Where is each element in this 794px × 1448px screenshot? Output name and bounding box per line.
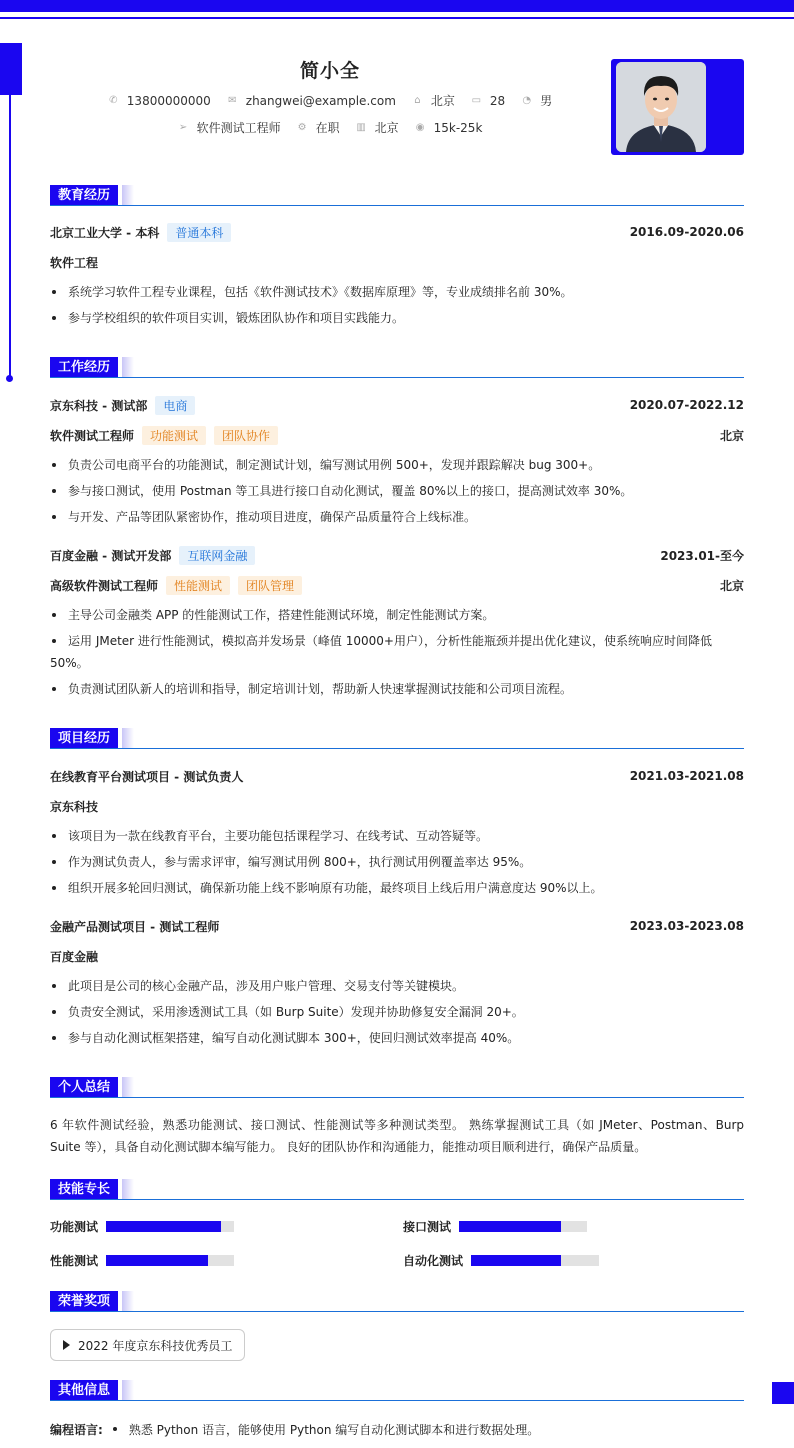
skill-tag: 团队管理	[238, 576, 302, 595]
project-title: 在线教育平台测试项目 - 测试负责人	[50, 769, 244, 784]
salary-text: 15k-25k	[433, 120, 483, 135]
project-org: 京东科技	[50, 799, 99, 814]
section-rule	[50, 748, 744, 749]
title-fade	[122, 1077, 134, 1098]
school-name: 北京工业大学 - 本科	[50, 225, 160, 240]
location-item	[412, 92, 455, 109]
job-role: 高级软件测试工程师	[50, 578, 159, 593]
list-item: 参与学校组织的软件项目实训，锻炼团队协作和项目实践能力。	[50, 307, 744, 329]
section-other	[50, 1380, 744, 1404]
top-accent-line	[0, 17, 794, 19]
industry-badge: 互联网金融	[179, 546, 255, 565]
list-item: 与开发、产品等团队紧密协作，推动项目进度，确保产品质量符合上线标准。	[50, 506, 744, 528]
skill-bar	[106, 1255, 234, 1266]
city-item	[356, 119, 399, 136]
list-item: 此项目是公司的核心金融产品，涉及用户账户管理、交易支付等关键模块。	[50, 975, 744, 997]
skill-bar	[459, 1221, 587, 1232]
title-fade	[122, 728, 134, 749]
skill-name: 自动化测试	[403, 1253, 464, 1268]
list-item: 系统学习软件工程专业课程，包括《软件测试技术》《数据库原理》等，专业成绩排名前 30%。	[50, 281, 744, 303]
section-rule	[50, 1400, 744, 1401]
project-date: 2023.03-2023.08	[629, 919, 744, 933]
section-rule	[50, 1199, 744, 1200]
corner-accent-block	[772, 1382, 794, 1404]
section-rule	[50, 1311, 744, 1312]
degree-badge: 普通本科	[167, 223, 231, 242]
section-education-title: 教育经历	[50, 185, 118, 206]
skill-bar-fill	[459, 1221, 561, 1232]
status-text: 在职	[315, 121, 340, 135]
skill-tag: 功能测试	[142, 426, 206, 445]
age-item	[471, 94, 505, 108]
list-item: 负责公司电商平台的功能测试，制定测试计划，编写测试用例 500+，发现并跟踪解决 bug 300+。	[50, 454, 744, 476]
status-item	[297, 119, 340, 136]
list-item: 参与自动化测试框架搭建，编写自动化测试脚本 300+，使回归测试效率提高 40%。	[50, 1027, 744, 1049]
skill-item	[50, 1216, 234, 1236]
section-summary-title: 个人总结	[50, 1077, 118, 1098]
gender-icon: ◔	[522, 95, 532, 106]
project-date: 2021.03-2021.08	[629, 769, 744, 783]
candidate-name: 简小全	[299, 60, 360, 82]
city-text: 北京	[374, 121, 399, 135]
other-label: 编程语言:	[50, 1422, 103, 1437]
company-name: 京东科技 - 测试部	[50, 398, 148, 413]
title-fade	[122, 185, 134, 206]
list-item: 运用 JMeter 进行性能测试，模拟高并发场景（峰值 10000+用户），分析性能瓶颈并提出优化建议，使系统响应时间降低 50%。	[50, 630, 744, 674]
intent-row	[50, 114, 610, 141]
title-fade	[122, 1291, 134, 1312]
work-date: 2023.01-至今	[660, 548, 744, 563]
section-rule	[50, 205, 744, 206]
work-company-row	[50, 545, 744, 565]
resume-header	[50, 55, 610, 141]
salary-icon: ◉	[415, 122, 425, 133]
work-date: 2020.07-2022.12	[629, 398, 744, 412]
work-role-row	[50, 425, 744, 445]
skill-bar-fill	[471, 1255, 561, 1266]
project-row	[50, 916, 744, 936]
title-fade	[122, 357, 134, 378]
list-item: 该项目为一款在线教育平台，主要功能包括课程学习、在线考试、互动答疑等。	[50, 825, 744, 847]
list-item: 参与接口测试，使用 Postman 等工具进行接口自动化测试，覆盖 80%以上的接口，提高测试效率 30%。	[50, 480, 744, 502]
job-item	[178, 119, 281, 136]
phone-text: 13800000000	[126, 93, 211, 108]
section-awards-title: 荣誉奖项	[50, 1291, 118, 1312]
photo-frame	[611, 59, 744, 155]
location-text: 北京	[430, 94, 455, 108]
education-row	[50, 222, 744, 242]
top-accent-bar	[0, 0, 794, 12]
age-icon: ▭	[471, 95, 482, 106]
side-accent-dot	[6, 375, 13, 382]
project-title: 金融产品测试项目 - 测试工程师	[50, 919, 220, 934]
award-text: 2022 年度京东科技优秀员工	[78, 1338, 233, 1353]
award-toggle-button[interactable]	[50, 1329, 245, 1361]
section-skills	[50, 1179, 744, 1203]
list-item: 负责安全测试，采用渗透测试工具（如 Burp Suite）发现并协助修复安全漏洞 20+。	[50, 1001, 744, 1023]
skill-item	[50, 1250, 234, 1270]
section-education	[50, 185, 744, 209]
email-item	[227, 94, 396, 108]
section-skills-title: 技能专长	[50, 1179, 118, 1200]
skill-bar	[106, 1221, 234, 1232]
gender-item	[521, 92, 552, 109]
major-name: 软件工程	[50, 255, 99, 270]
title-fade	[122, 1380, 134, 1401]
mail-icon: ✉	[228, 95, 237, 106]
summary-text: 6 年软件测试经验，熟悉功能测试、接口测试、性能测试等多种测试类型。 熟练掌握测试工具（如 JMeter、Postman、Burp Suite 等），具备自动化测试脚本编写能力。 良好的团队协作和沟通能力，能推动项目顺利进行，确保产品质量。	[50, 1118, 744, 1154]
contact-row	[50, 87, 610, 114]
skill-item	[403, 1250, 599, 1270]
other-text: 熟悉 Python 语言，能够使用 Python 编写自动化测试脚本和进行数据处理。	[128, 1422, 540, 1437]
section-awards	[50, 1291, 744, 1315]
project-org-row	[50, 946, 744, 966]
skill-bar-fill	[106, 1221, 221, 1232]
section-work	[50, 357, 744, 381]
industry-badge: 电商	[155, 396, 195, 415]
other-info-row	[50, 1418, 539, 1440]
send-icon: ➢	[178, 122, 188, 133]
project-org-row	[50, 796, 744, 816]
section-rule	[50, 377, 744, 378]
work-city: 北京	[719, 428, 744, 443]
skill-bar	[471, 1255, 599, 1266]
work-city: 北京	[719, 578, 744, 593]
section-rule	[50, 1097, 744, 1098]
project-org: 百度金融	[50, 949, 99, 964]
avatar-photo-icon	[616, 62, 706, 152]
gender-text: 男	[540, 94, 553, 108]
side-accent-line	[9, 95, 11, 379]
salary-item	[415, 121, 483, 135]
bullet-dot	[113, 1427, 117, 1431]
phone-icon: ✆	[109, 95, 118, 106]
age-text: 28	[489, 93, 506, 108]
section-summary	[50, 1077, 744, 1101]
education-date: 2016.09-2020.06	[629, 225, 744, 239]
section-other-title: 其他信息	[50, 1380, 118, 1401]
list-item: 组织开展多轮回归测试，确保新功能上线不影响原有功能，最终项目上线后用户满意度达 90%以上。	[50, 877, 744, 899]
work-role-row	[50, 575, 744, 595]
skill-bar-fill	[106, 1255, 208, 1266]
list-item: 作为测试负责人，参与需求评审，编写测试用例 800+，执行测试用例覆盖率达 95%。	[50, 851, 744, 873]
phone-item	[108, 94, 211, 108]
triangle-right-icon	[63, 1340, 70, 1350]
company-name: 百度金融 - 测试开发部	[50, 548, 172, 563]
skill-item	[403, 1216, 587, 1236]
title-fade	[122, 1179, 134, 1200]
building-icon: ▥	[356, 122, 366, 133]
list-item: 负责测试团队新人的培训和指导，制定培训计划，帮助新人快速掌握测试技能和公司项目流程。	[50, 678, 744, 700]
skill-name: 接口测试	[403, 1219, 452, 1234]
skill-name: 性能测试	[50, 1253, 99, 1268]
major-row	[50, 252, 744, 272]
job-text: 软件测试工程师	[196, 121, 281, 135]
skill-name: 功能测试	[50, 1219, 99, 1234]
list-item: 主导公司金融类 APP 的性能测试工作，搭建性能测试环境，制定性能测试方案。	[50, 604, 744, 626]
email-text: zhangwei@example.com	[245, 93, 396, 108]
status-icon: ⚙	[297, 122, 307, 133]
section-project	[50, 728, 744, 752]
avatar	[616, 62, 706, 152]
work-company-row	[50, 395, 744, 415]
section-project-title: 项目经历	[50, 728, 118, 749]
project-row	[50, 766, 744, 786]
skill-tag: 团队协作	[214, 426, 278, 445]
section-work-title: 工作经历	[50, 357, 118, 378]
side-accent-block	[0, 43, 22, 95]
home-icon: ⌂	[414, 95, 421, 106]
job-role: 软件测试工程师	[50, 428, 135, 443]
skill-tag: 性能测试	[166, 576, 230, 595]
